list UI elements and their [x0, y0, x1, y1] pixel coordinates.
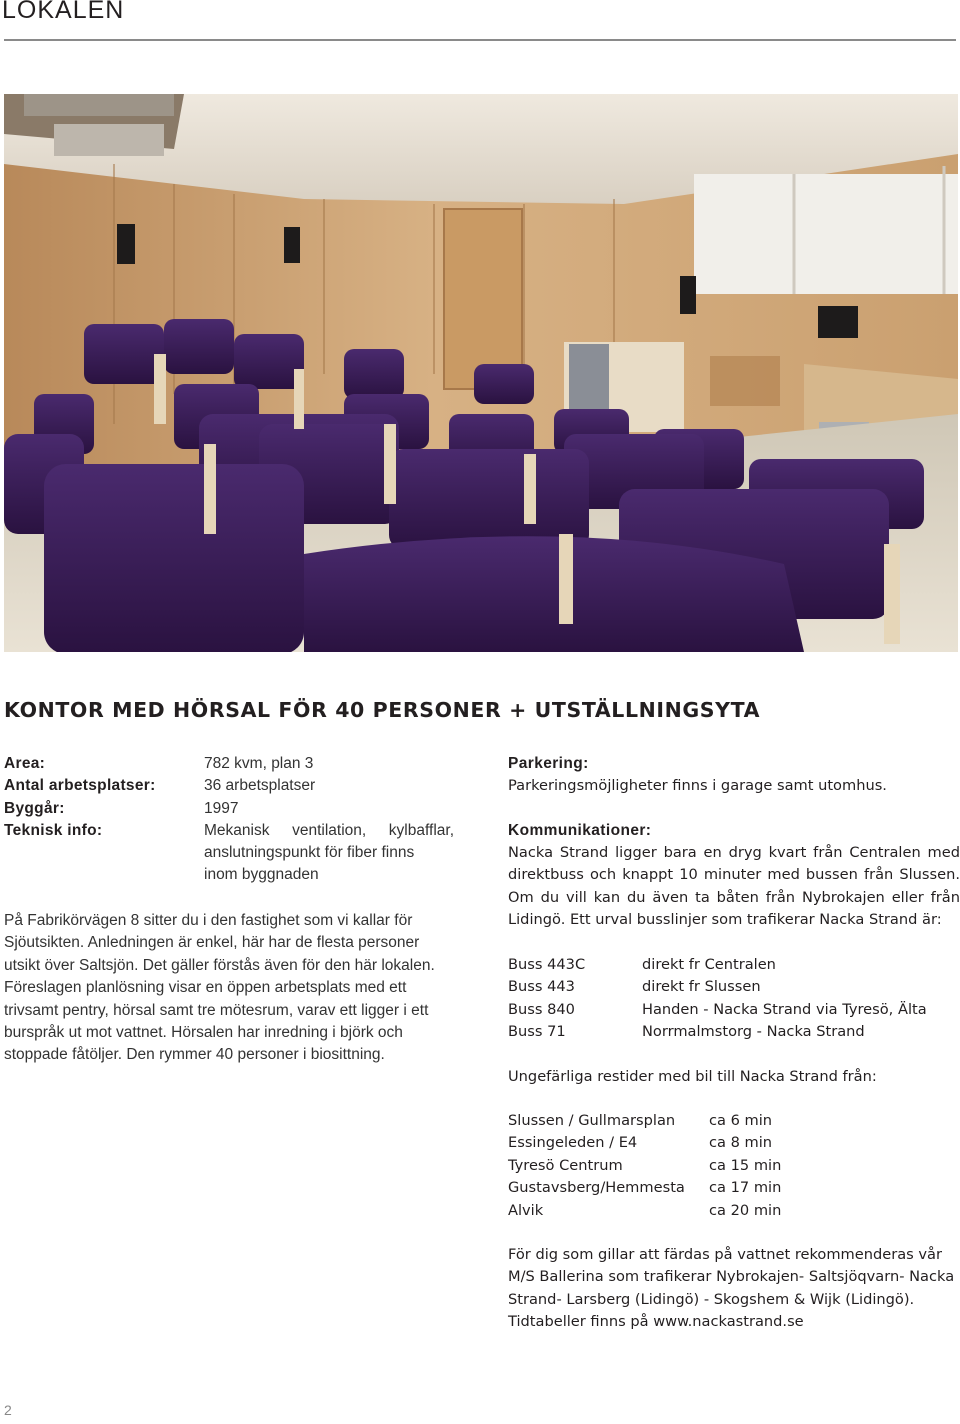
- fact-row-area: [4, 753, 454, 775]
- fact-label: Area:: [4, 755, 46, 772]
- bus-route: direkt fr Centralen: [642, 956, 776, 973]
- fact-value-line: anslutningspunkt för fiber finns: [204, 844, 415, 862]
- fact-value: 782 kvm, plan 3: [204, 755, 314, 772]
- bus-line: Buss 840: [508, 1000, 575, 1018]
- header-divider: [4, 39, 956, 41]
- boat-paragraph: [508, 1244, 960, 1334]
- bus-route: direkt fr Slussen: [642, 978, 761, 996]
- fact-row-year: [4, 798, 454, 820]
- car-time-from: Tyresö Centrum: [508, 1156, 623, 1174]
- fact-row-workplaces: [4, 775, 454, 797]
- car-time-value: ca 17 min: [709, 1179, 782, 1197]
- car-time-from: Essingeleden / E4: [508, 1134, 638, 1152]
- bus-line: Buss 443: [508, 978, 575, 996]
- communications-block: [508, 820, 960, 932]
- car-time-from: Alvik: [508, 1201, 544, 1219]
- communications-line: Om du vill kan du även ta båten från Nybrokajen eller från: [508, 888, 960, 906]
- boat-line: Strand- Larsberg (Lidingö) - Skogshem & Wijk (Lidingö).: [508, 1290, 915, 1308]
- communications-text: [508, 842, 960, 932]
- fact-value: [204, 820, 454, 887]
- car-time-value: ca 8 min: [709, 1134, 773, 1152]
- boat-line: M/S Ballerina som trafikerar Nybrokajen- Saltsjöqvarn- Nacka: [508, 1268, 955, 1286]
- parking-text: Parkeringsmöjligheter finns i garage samt utomhus.: [508, 777, 887, 794]
- communications-heading: Kommunikationer:: [508, 822, 652, 839]
- page-header-title: LOKALEN: [2, 0, 125, 24]
- page-number: 2: [4, 1402, 12, 1418]
- bus-route: Handen - Nacka Strand via Tyresö, Älta: [642, 1000, 927, 1018]
- car-time-from: Gustavsberg/Hemmesta: [508, 1179, 685, 1197]
- fact-value-line: Mekanisk ventilation, kylbafflar,: [204, 821, 454, 839]
- bus-line: Buss 443C: [508, 956, 586, 973]
- auditorium-photo: [4, 94, 958, 652]
- parking-block: [508, 753, 960, 797]
- fact-label: Teknisk info:: [4, 821, 103, 839]
- fact-value: 1997: [204, 799, 239, 817]
- communications-line: direktbuss och knappt 10 minuter med bussen från Slussen.: [508, 866, 960, 884]
- facts-table: [4, 753, 454, 887]
- car-time-value: ca 15 min: [709, 1156, 782, 1174]
- boat-line: Tidtabeller finns på www.nackastrand.se: [508, 1313, 804, 1331]
- fact-value: 36 arbetsplatser: [204, 777, 316, 795]
- description-paragraph: På Fabrikörvägen 8 sitter du i den fastighet som vi kallar för Sjöutsikten. Anledningen är enkel, här har de flesta personer utsikt över Saltsjön. Det gäller förstås även för den här lokalen. Föreslagen planlösning visar en öppen arbetsplats med ett trivsamt pentry, hörsal samt tre mötesrum, varav ett ligger i ett burspråk ut mot vattnet. Hörsalen har inredning i björk och stoppade fåtöljer. Den rymmer 40 personer i biosittning.: [4, 912, 435, 1064]
- bus-line: Buss 71: [508, 1023, 566, 1041]
- car-time-value: ca 6 min: [709, 1112, 773, 1129]
- boat-line: För dig som gillar att färdas på vattnet rekommenderas vår: [508, 1246, 942, 1263]
- fact-label: Byggår:: [4, 799, 65, 817]
- car-time-value: ca 20 min: [709, 1201, 782, 1219]
- car-time-from: Slussen / Gullmarsplan: [508, 1112, 676, 1129]
- fact-row-tech: [4, 820, 454, 887]
- parking-heading: Parkering:: [508, 755, 589, 772]
- communications-line: Nacka Strand ligger bara en dryg kvart från Centralen med: [508, 844, 960, 861]
- communications-line: Lidingö. Ett urval busslinjer som trafikerar Nacka Strand är:: [508, 911, 942, 929]
- car-times-heading: Ungefärliga restider med bil till Nacka Strand från:: [508, 1068, 877, 1085]
- fact-label: Antal arbetsplatser:: [4, 777, 156, 795]
- bus-route: Norrmalmstorg - Nacka Strand: [642, 1023, 865, 1041]
- section-title: KONTOR MED HÖRSAL FÖR 40 PERSONER + UTSTÄLLNINGSYTA: [4, 698, 761, 722]
- fact-value-line: inom byggnaden: [204, 866, 319, 884]
